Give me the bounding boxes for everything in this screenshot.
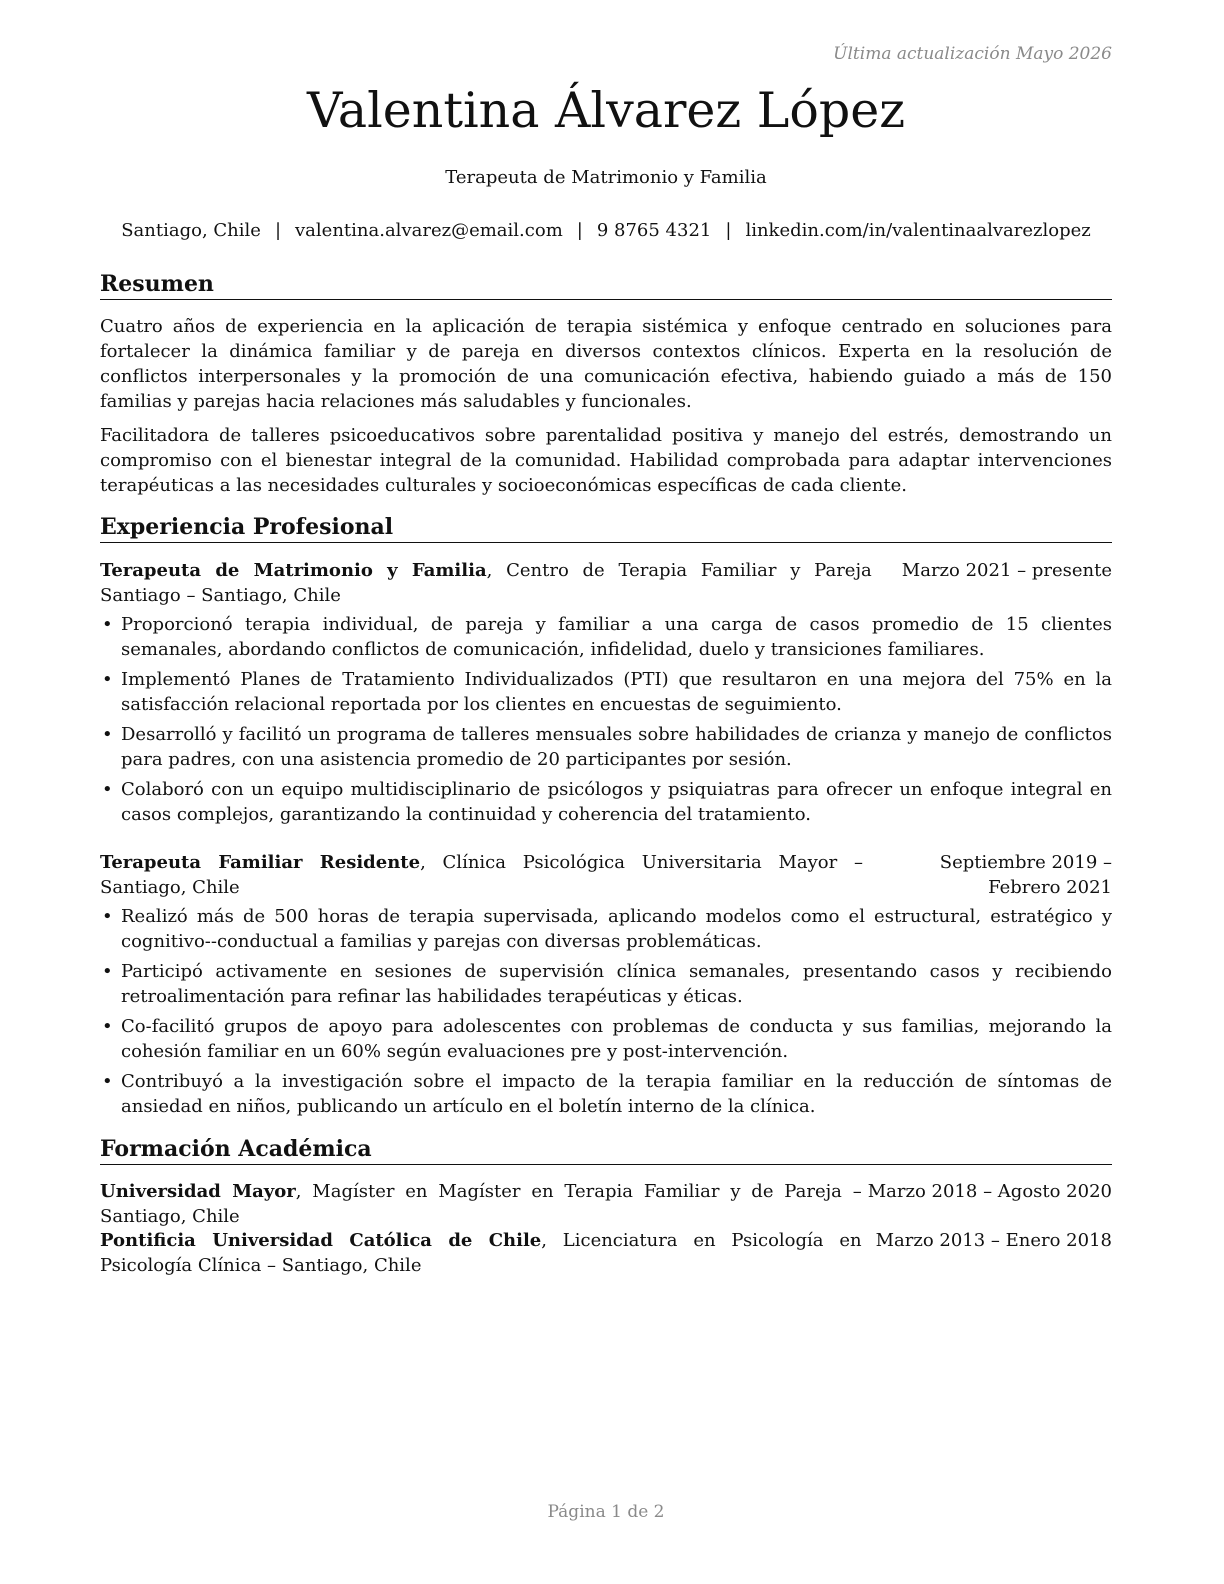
education-entry	[100, 1179, 1112, 1229]
education-dates: Marzo 2013 – Enero 2018	[875, 1230, 1112, 1251]
contact-separator: |	[725, 220, 732, 241]
job-role: Terapeuta de Matrimonio y Familia	[100, 560, 487, 581]
last-updated: Última actualización Mayo 2026	[833, 44, 1112, 64]
job-header	[100, 850, 1112, 900]
contact-phone: 9 8765 4321	[596, 220, 712, 241]
job-bullet: • Participó activamente en sesiones de supervisión clínica semanales, presentando casos y recibiendo retroalimentación para refinar las habilidades terapéuticas y éticas.	[100, 959, 1112, 1009]
job-entry	[100, 558, 1112, 832]
resume-page	[100, 0, 1112, 1584]
section-title-education: Formación Académica	[100, 1135, 1112, 1165]
contact-line	[100, 220, 1112, 241]
contact-email[interactable]: valentina.alvarez@email.com	[295, 220, 563, 241]
job-title-line	[100, 850, 877, 900]
job-header	[100, 558, 1112, 608]
education-institution: Universidad Mayor	[100, 1181, 296, 1202]
job-organization: , Clínica Psicológica Universitaria Mayor – Santiago, Chile	[100, 852, 863, 898]
education-detail: , Licenciatura en Psicología en Psicología Clínica – Santiago, Chile	[100, 1230, 862, 1276]
section-title-summary: Resumen	[100, 270, 1112, 300]
education-title-line	[100, 1179, 868, 1229]
candidate-name: Valentina Álvarez López	[306, 82, 906, 139]
job-bullets	[100, 612, 1112, 827]
job-title-line	[100, 558, 902, 608]
education-entry	[100, 1228, 1112, 1278]
education-institution: Pontificia Universidad Católica de Chile	[100, 1230, 542, 1251]
job-bullet: • Co-facilitó grupos de apoyo para adolescentes con problemas de conducta y sus familias, mejorando la cohesión familiar en un 60% según evaluaciones pre y post-intervención.	[100, 1014, 1112, 1064]
education-detail: , Magíster en Magíster en Terapia Familiar y de Pareja – Santiago, Chile	[100, 1181, 862, 1227]
summary-paragraph-1: Cuatro años de experiencia en la aplicación de terapia sistémica y enfoque centrado en soluciones para fortalecer la dinámica familiar y de pareja en diversos contextos clínicos. Experta en la resolución de conflictos interpersonales y la promoción de una comunicación efectiva, habiendo guiado a más de 150 familias y parejas hacia relaciones más saludables y funcionales.	[100, 316, 1112, 412]
candidate-title: Terapeuta de Matrimonio y Familia	[445, 167, 767, 188]
contact-linkedin[interactable]: linkedin.com/in/valentinaalvarezlopez	[745, 220, 1091, 241]
contact-separator: |	[576, 220, 583, 241]
job-bullet: • Proporcionó terapia individual, de pareja y familiar a una carga de casos promedio de 15 clientes semanales, abordando conflictos de comunicación, infidelidad, duelo y transiciones familiares.	[100, 612, 1112, 662]
job-role: Terapeuta Familiar Residente	[100, 852, 421, 873]
job-entry	[100, 850, 1112, 1124]
job-organization: , Centro de Terapia Familiar y Pareja Santiago – Santiago, Chile	[100, 560, 872, 606]
education-dates: Marzo 2018 – Agosto 2020	[867, 1181, 1112, 1202]
job-bullet: • Contribuyó a la investigación sobre el impacto de la terapia familiar en la reducción de síntomas de ansiedad en niños, publicando un artículo en el boletín interno de la clínica.	[100, 1069, 1112, 1119]
job-bullet: • Colaboró con un equipo multidisciplinario de psicólogos y psiquiatras para ofrecer un enfoque integral en casos complejos, garantizando la continuidad y coherencia del tratamiento.	[100, 777, 1112, 827]
section-title-experience: Experiencia Profesional	[100, 513, 1112, 543]
job-dates: Septiembre 2019 – Febrero 2021	[939, 852, 1112, 898]
page-number: Página 1 de 2	[547, 1502, 665, 1522]
summary-paragraph-2: Facilitadora de talleres psicoeducativos sobre parentalidad positiva y manejo del estrés, demostrando un compromiso con el bienestar integral de la comunidad. Habilidad comprobada para adaptar intervenciones terapéuticas a las necesidades culturales y socioeconómicas específicas de cada cliente.	[100, 425, 1112, 496]
job-bullet: • Desarrolló y facilitó un programa de talleres mensuales sobre habilidades de crianza y manejo de conflictos para padres, con una asistencia promedio de 20 participantes por sesión.	[100, 722, 1112, 772]
contact-separator: |	[274, 220, 282, 241]
education-header	[100, 1179, 1112, 1229]
education-title-line	[100, 1228, 876, 1278]
job-bullet: • Realizó más de 500 horas de terapia supervisada, aplicando modelos como el estructural, estratégico y cognitivo--conductual a familias y parejas con diversas problemáticas.	[100, 904, 1112, 954]
education-header	[100, 1228, 1112, 1278]
job-bullets	[100, 904, 1112, 1119]
contact-location: Santiago, Chile	[121, 220, 261, 241]
job-bullet: • Implementó Planes de Tratamiento Individualizados (PTI) que resultaron en una mejora del 75% en la satisfacción relacional reportada por los clientes en encuestas de seguimiento.	[100, 667, 1112, 717]
job-dates: Marzo 2021 – presente	[901, 560, 1112, 581]
